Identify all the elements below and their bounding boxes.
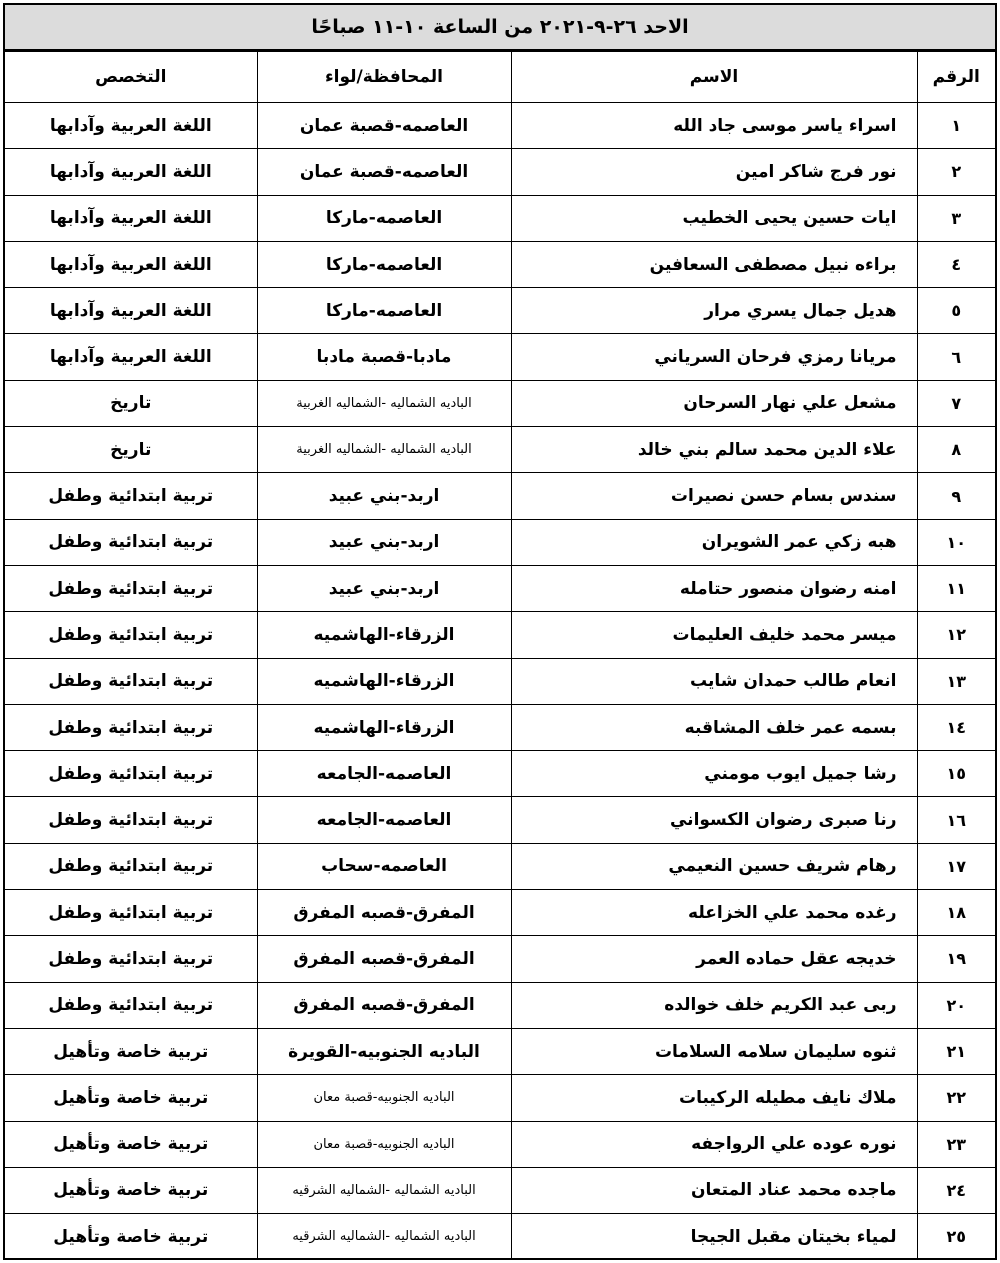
row-name: سندس بسام حسن نصيرات	[511, 473, 917, 519]
row-specialty: تربية خاصة وتأهيل	[5, 1028, 257, 1074]
row-specialty: تربية ابتدائية وطفل	[5, 473, 257, 519]
row-number: ١٣	[917, 658, 995, 704]
page-title: الاحد ٢٦-٩-٢٠٢١ من الساعة ١٠-١١ صباحًا	[5, 5, 995, 51]
row-specialty: تربية ابتدائية وطفل	[5, 519, 257, 565]
table-row	[5, 843, 995, 889]
row-number: ١٩	[917, 936, 995, 982]
row-name: نور فرج شاكر امين	[511, 149, 917, 195]
row-name: ملاك نايف مطيله الركيبات	[511, 1075, 917, 1121]
row-name: هبه زكي عمر الشويران	[511, 519, 917, 565]
row-number: ٣	[917, 195, 995, 241]
row-name: خديجه عقل حماده العمر	[511, 936, 917, 982]
row-number: ٢٠	[917, 982, 995, 1028]
row-name: هديل جمال يسري مرار	[511, 288, 917, 334]
row-specialty: اللغة العربية وآدابها	[5, 288, 257, 334]
table-row	[5, 797, 995, 843]
row-specialty: تربية خاصة وتأهيل	[5, 1167, 257, 1213]
table-body	[5, 103, 995, 1260]
row-specialty: تاريخ	[5, 427, 257, 473]
row-governorate: الباديه الجنوبيه-القويرة	[257, 1028, 511, 1074]
row-name: انعام طالب حمدان شايب	[511, 658, 917, 704]
row-governorate: المفرق-قصبه المفرق	[257, 890, 511, 936]
row-number: ١٢	[917, 612, 995, 658]
row-specialty: اللغة العربية وآدابها	[5, 103, 257, 149]
row-number: ١٨	[917, 890, 995, 936]
row-governorate: اربد-بني عبيد	[257, 473, 511, 519]
row-name: بسمه عمر خلف المشاقبه	[511, 704, 917, 750]
row-governorate: اربد-بني عبيد	[257, 565, 511, 611]
row-specialty: تربية ابتدائية وطفل	[5, 751, 257, 797]
row-name: لمياء بخيتان مقبل الجيجا	[511, 1214, 917, 1260]
row-name: براءه نبيل مصطفى السعافين	[511, 241, 917, 287]
row-governorate: العاصمه-ماركا	[257, 288, 511, 334]
row-specialty: تربية ابتدائية وطفل	[5, 843, 257, 889]
row-governorate: الباديه الشماليه -الشماليه الشرقيه	[257, 1214, 511, 1260]
row-number: ١	[917, 103, 995, 149]
row-name: علاء الدين محمد سالم بني خالد	[511, 427, 917, 473]
row-number: ٨	[917, 427, 995, 473]
row-number: ١١	[917, 565, 995, 611]
row-name: مريانا رمزي فرحان السرياني	[511, 334, 917, 380]
row-governorate: الزرقاء-الهاشميه	[257, 612, 511, 658]
row-name: مشعل علي نهار السرحان	[511, 380, 917, 426]
row-name: رنا صبرى رضوان الكسواني	[511, 797, 917, 843]
row-name: ميسر محمد خليف العليمات	[511, 612, 917, 658]
row-specialty: تربية ابتدائية وطفل	[5, 797, 257, 843]
row-name: نوره عوده علي الرواجفه	[511, 1121, 917, 1167]
table-row	[5, 334, 995, 380]
row-name: ايات حسين يحيى الخطيب	[511, 195, 917, 241]
table-row	[5, 103, 995, 149]
table-row	[5, 612, 995, 658]
row-number: ٢١	[917, 1028, 995, 1074]
row-specialty: تربية ابتدائية وطفل	[5, 890, 257, 936]
header-specialty: التخصص	[5, 52, 257, 103]
row-governorate: الزرقاء-الهاشميه	[257, 704, 511, 750]
header-number: الرقم	[917, 52, 995, 103]
row-specialty: تربية خاصة وتأهيل	[5, 1075, 257, 1121]
table-row	[5, 519, 995, 565]
table-row	[5, 380, 995, 426]
row-specialty: اللغة العربية وآدابها	[5, 149, 257, 195]
row-number: ٧	[917, 380, 995, 426]
table-row	[5, 704, 995, 750]
row-number: ٩	[917, 473, 995, 519]
row-number: ١٠	[917, 519, 995, 565]
row-number: ٥	[917, 288, 995, 334]
row-specialty: تربية خاصة وتأهيل	[5, 1121, 257, 1167]
row-governorate: المفرق-قصبه المفرق	[257, 936, 511, 982]
row-number: ٢٤	[917, 1167, 995, 1213]
table-row	[5, 658, 995, 704]
table-row	[5, 195, 995, 241]
row-governorate: العاصمه-قصبة عمان	[257, 103, 511, 149]
row-name: ثنوه سليمان سلامه السلامات	[511, 1028, 917, 1074]
table-header-row	[5, 52, 995, 103]
table-row	[5, 473, 995, 519]
row-specialty: تربية خاصة وتأهيل	[5, 1214, 257, 1260]
row-governorate: المفرق-قصبه المفرق	[257, 982, 511, 1028]
row-specialty: تربية ابتدائية وطفل	[5, 704, 257, 750]
row-number: ٢	[917, 149, 995, 195]
row-governorate: العاصمه-قصبة عمان	[257, 149, 511, 195]
row-name: ربى عبد الكريم خلف خوالده	[511, 982, 917, 1028]
table-row	[5, 1121, 995, 1167]
table-row	[5, 149, 995, 195]
table-row	[5, 751, 995, 797]
row-governorate: العاصمه-سحاب	[257, 843, 511, 889]
row-governorate: الباديه الجنوبيه-قصبة معان	[257, 1121, 511, 1167]
table-row	[5, 565, 995, 611]
row-name: رهام شريف حسين النعيمي	[511, 843, 917, 889]
row-number: ٢٥	[917, 1214, 995, 1260]
table-row	[5, 1028, 995, 1074]
row-specialty: تربية ابتدائية وطفل	[5, 658, 257, 704]
row-governorate: العاصمه-ماركا	[257, 241, 511, 287]
row-governorate: العاصمه-الجامعه	[257, 751, 511, 797]
table-row	[5, 288, 995, 334]
table-row	[5, 427, 995, 473]
table-row	[5, 241, 995, 287]
row-number: ٤	[917, 241, 995, 287]
table-row	[5, 936, 995, 982]
table-row	[5, 1075, 995, 1121]
row-governorate: اربد-بني عبيد	[257, 519, 511, 565]
row-specialty: اللغة العربية وآدابها	[5, 195, 257, 241]
row-governorate: الباديه الشماليه -الشماليه الشرقيه	[257, 1167, 511, 1213]
header-governorate: المحافظة/لواء	[257, 52, 511, 103]
row-governorate: الزرقاء-الهاشميه	[257, 658, 511, 704]
row-name: امنه رضوان منصور حتامله	[511, 565, 917, 611]
row-specialty: اللغة العربية وآدابها	[5, 241, 257, 287]
table-row	[5, 1214, 995, 1260]
row-number: ١٧	[917, 843, 995, 889]
row-specialty: تربية ابتدائية وطفل	[5, 936, 257, 982]
row-governorate: الباديه الشماليه -الشماليه الغربية	[257, 380, 511, 426]
row-governorate: العاصمه-الجامعه	[257, 797, 511, 843]
row-specialty: تربية ابتدائية وطفل	[5, 565, 257, 611]
row-number: ٢٢	[917, 1075, 995, 1121]
row-number: ١٥	[917, 751, 995, 797]
row-governorate: الباديه الجنوبيه-قصبة معان	[257, 1075, 511, 1121]
row-name: رشا جميل ايوب مومني	[511, 751, 917, 797]
row-name: ماجده محمد عناد المتعان	[511, 1167, 917, 1213]
header-name: الاسم	[511, 52, 917, 103]
row-specialty: تاريخ	[5, 380, 257, 426]
table-row	[5, 1167, 995, 1213]
table-row	[5, 890, 995, 936]
row-governorate: مادبا-قصبة مادبا	[257, 334, 511, 380]
document-sheet	[3, 3, 997, 1260]
row-name: اسراء ياسر موسى جاد الله	[511, 103, 917, 149]
row-governorate: العاصمه-ماركا	[257, 195, 511, 241]
row-governorate: الباديه الشماليه -الشماليه الغربية	[257, 427, 511, 473]
row-name: رغده محمد علي الخزاعله	[511, 890, 917, 936]
row-specialty: تربية ابتدائية وطفل	[5, 612, 257, 658]
row-number: ٢٣	[917, 1121, 995, 1167]
row-specialty: اللغة العربية وآدابها	[5, 334, 257, 380]
row-specialty: تربية ابتدائية وطفل	[5, 982, 257, 1028]
row-number: ٦	[917, 334, 995, 380]
row-number: ١٤	[917, 704, 995, 750]
names-table	[5, 51, 995, 1259]
table-row	[5, 982, 995, 1028]
row-number: ١٦	[917, 797, 995, 843]
